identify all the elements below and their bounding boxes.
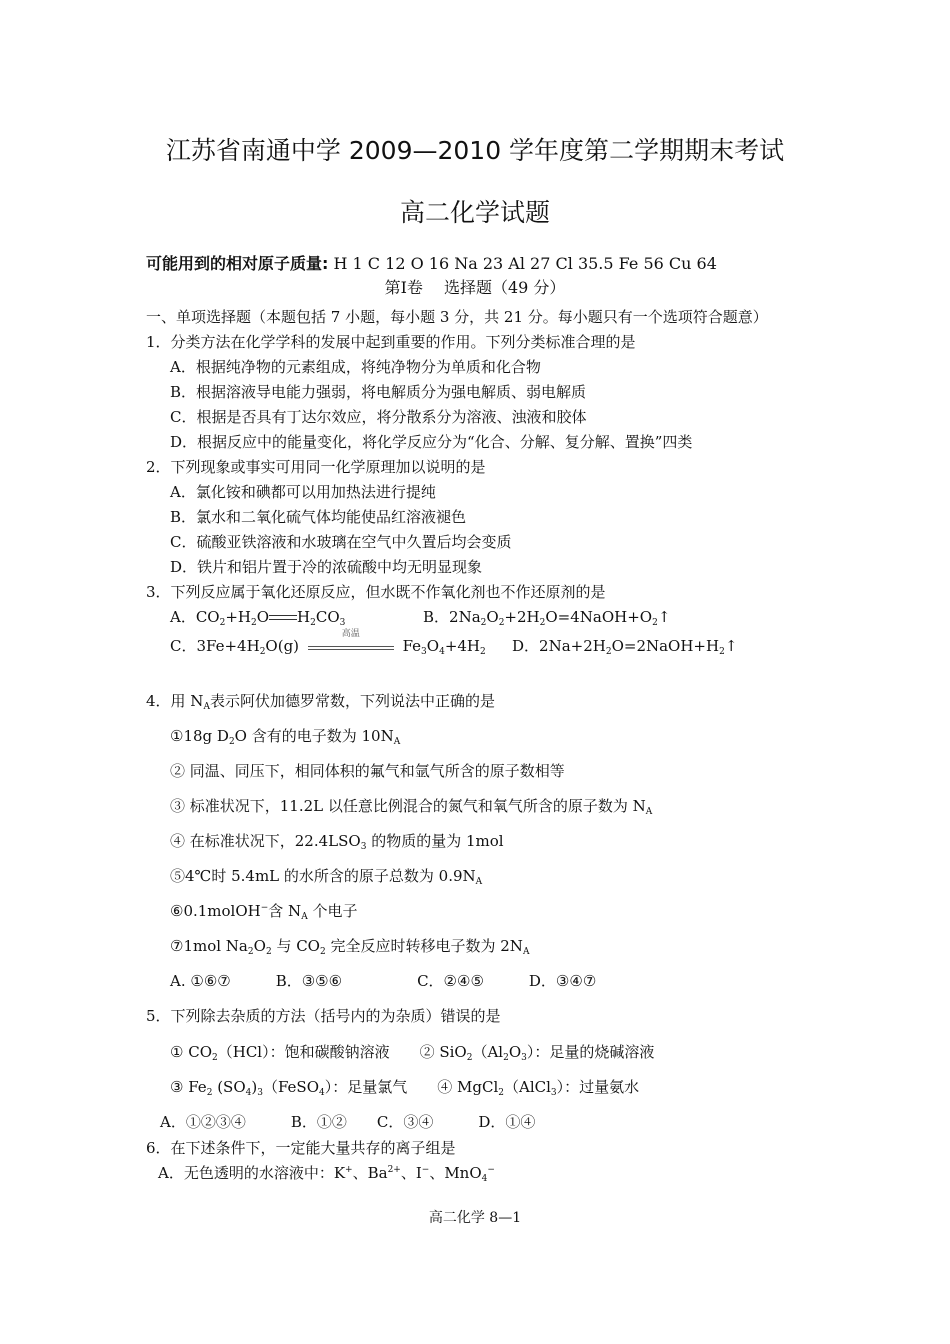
q3-option-c: C．$3Fe+4H_2O(g)$ 高温 $Fe_3O_4+4H_2$ bbox=[170, 629, 486, 657]
q5-items-1-2: ① $CO_2(HCl)$：饱和碳酸钠溶液 ② $SiO_2(Al_2O_3)$：足量的烧碱溶液 bbox=[170, 1043, 655, 1063]
q2-option-d: D．铁片和铝片置于冷的浓硫酸中均无明显现象 bbox=[170, 558, 483, 576]
reaction-condition-arrow bbox=[304, 629, 398, 657]
q4-statement-2: ② 同温、同压下，相同体积的氟气和氩气所含的原子数相等 bbox=[170, 762, 565, 780]
q3-stem: 3．下列反应属于氧化还原反应，但水既不作氧化剂也不作还原剂的是 bbox=[146, 583, 606, 601]
section-title: 第Ⅰ卷 选择题（49 分） bbox=[384, 278, 566, 297]
q4-statement-3: ③ 标准状况下，11.2L 以任意比例混合的氮气和氧气所含的原子数为 $N_A$ bbox=[170, 797, 653, 817]
q4-statement-4: ④ 在标准状况下，$22.4LSO_3$ 的物质的量为 1mol bbox=[170, 832, 504, 852]
q6-option-a: A．无色透明的水溶液中：K+、$Ba^{2+}$、I−、MnO$_4$− bbox=[158, 1164, 495, 1184]
q2-option-a: A．氯化铵和碘都可以用加热法进行提纯 bbox=[170, 483, 436, 501]
q1-option-d: D．根据反应中的能量变化，将化学反应分为“化合、分解、复分解、置换”四类 bbox=[170, 433, 693, 451]
exam-subtitle: 高二化学试题 bbox=[399, 198, 550, 227]
part-title: 一、单项选择题（本题包括 7 小题，每小题 3 分，共 21 分。每小题只有一个选项符合题意） bbox=[146, 308, 768, 326]
q2-option-c: C．硫酸亚铁溶液和水玻璃在空气中久置后均会变质 bbox=[170, 533, 512, 551]
q5-stem: 5．下列除去杂质的方法（括号内的为杂质）错误的是 bbox=[146, 1007, 501, 1025]
q1-stem: 1．分类方法在化学学科的发展中起到重要的作用。下列分类标准合理的是 bbox=[146, 333, 636, 351]
q3-option-a: A．$CO_2+H_2O$ $H_2CO_3$ bbox=[170, 608, 346, 628]
q3-option-d: D．$2Na+2H_2O=2NaOH+H_2↑$ bbox=[512, 637, 738, 657]
q3-option-b: B．$2Na_2O_2+2H_2O=4NaOH+O_2↑$ bbox=[423, 608, 671, 628]
q4-options: A. ①⑥⑦ B．③⑤⑥ C．②④⑤ D．③④⑦ bbox=[170, 972, 597, 990]
reversible-arrow-icon bbox=[269, 613, 297, 623]
q5-items-3-4: ③ $Fe_2$ $(SO_4)_3(FeSO_4)$：足量氯气 ④ MgCl$_2$（AlCl$_3$）：过量氨水 bbox=[170, 1078, 640, 1098]
atomic-mass-line bbox=[146, 254, 717, 274]
q2-option-b: B．氯水和二氧化硫气体均能使品红溶液褪色 bbox=[170, 508, 467, 526]
q5-options: A．①②③④ B．①② C．③④ D．①④ bbox=[160, 1113, 536, 1131]
q4-statement-6: ⑥0.1molOH−含 $N_A$ 个电子 bbox=[170, 902, 358, 922]
q4-stem: 4．用 $N_A$表示阿伏加德罗常数，下列说法中正确的是 bbox=[146, 692, 495, 712]
page-footer: 高二化学 8—1 bbox=[428, 1210, 522, 1226]
q1-option-a: A．根据纯净物的元素组成，将纯净物分为单质和化合物 bbox=[170, 358, 541, 376]
q4-statement-5: ⑤4℃时 5.4mL 的水所含的原子总数为 $0.9N_A$ bbox=[170, 867, 483, 887]
condition-label: 高温 bbox=[341, 629, 360, 639]
q6-stem: 6．在下述条件下，一定能大量共存的离子组是 bbox=[146, 1139, 456, 1157]
exam-title: 江苏省南通中学 2009—2010 学年度第二学期期末考试 bbox=[165, 136, 785, 165]
q4-statement-1: ①18g $D_2O$ 含有的电子数为 $10N_A$ bbox=[170, 727, 401, 747]
q1-option-c: C．根据是否具有丁达尔效应，将分散系分为溶液、浊液和胶体 bbox=[170, 408, 587, 426]
q2-stem: 2．下列现象或事实可用同一化学原理加以说明的是 bbox=[146, 458, 486, 476]
atomic-mass-values: H 1 C 12 O 16 Na 23 Al 27 Cl 35.5 Fe 56 Cu 64 bbox=[333, 254, 717, 273]
q1-option-b: B．根据溶液导电能力强弱，将电解质分为强电解质、弱电解质 bbox=[170, 383, 587, 401]
q4-statement-7: ⑦1mol $Na_2O_2$ 与 $CO_2$ 完全反应时转移电子数为 $2N_A$ bbox=[170, 937, 530, 957]
atomic-mass-label: 可能用到的相对原子质量: bbox=[146, 254, 329, 273]
